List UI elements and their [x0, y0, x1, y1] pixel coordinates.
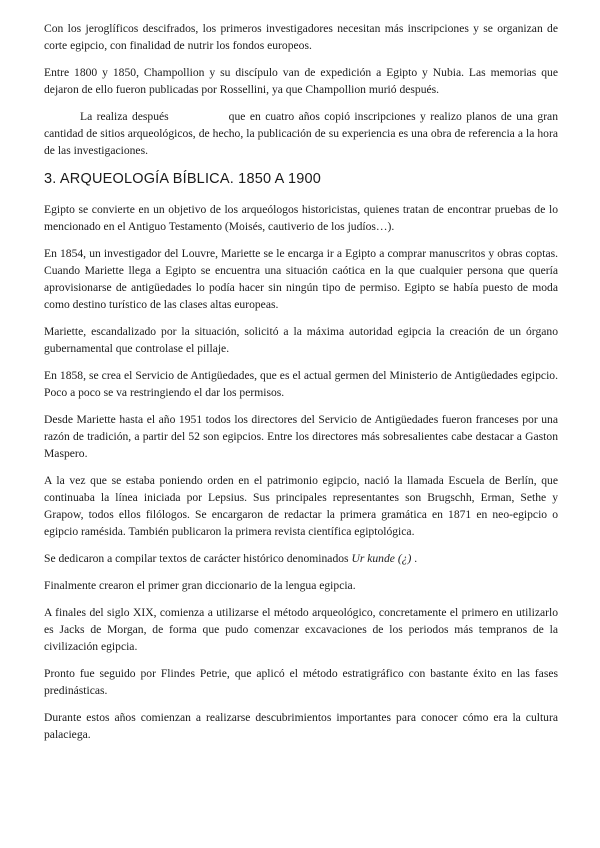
paragraph-realiza-rest: que en cuatro años copió inscripciones y realizo planos de una gran cantidad de sitios arqueológicos, de hecho, la publicación de su experiencia es una obra de referencia a la hora de las investigaciones.: [44, 110, 558, 157]
paragraph-champollion: Entre 1800 y 1850, Champollion y su discípulo van de expedición a Egipto y Nubia. Las memorias que dejaron de ello fueron publicadas por Rossellini, ya que Champollion murió después.: [44, 66, 558, 96]
paragraph-diccionario: Finalmente crearon el primer gran diccionario de la lengua egipcia.: [44, 579, 356, 592]
paragraph-escuela-berlin: A la vez que se estaba poniendo orden en el patrimonio egipcio, nació la llamada Escuela de Berlín, que continuaba la línea iniciada por Lepsius. Sus principales representantes son Brugschh, Erman, Sethe y Grapow, todos ellos filólogos. Se encargaron de redactar la primera gramática en 1871 en neo-egipcio o egipcio ramésida. También publicaron la primera revista científica egiptológica.: [44, 474, 558, 538]
paragraph-metodo-arqueologico: A finales del siglo XIX, comienza a utilizarse el método arqueológico, concretamente el primero en utilizarlo es Jacks de Morgan, de forma que pudo comenzar excavaciones de los periodos más tempranos de la civilización egipcia.: [44, 606, 558, 653]
paragraph-servicio-1858: En 1858, se crea el Servicio de Antigüedades, que es el actual germen del Ministerio de Antigüedades egipcio. Poco a poco se va restringiendo el dar los permisos.: [44, 369, 558, 399]
paragraph-compilar-italic: Ur kunde (¿): [351, 552, 412, 565]
paragraph-directores: Desde Mariette hasta el año 1951 todos los directores del Servicio de Antigüedades fueron franceses por una razón de tradición, a partir del 52 son egipcios. Entre los directores más sobresalientes cabe destacar a Gaston Maspero.: [44, 413, 558, 460]
paragraph-jeroglificos: Con los jeroglíficos descifrados, los primeros investigadores necesitan más inscripciones y se organizan de corte egipcio, con finalidad de nutrir los fondos europeos.: [44, 22, 558, 52]
paragraph-realiza-start: La realiza después: [80, 110, 169, 123]
paragraph-realiza: [44, 108, 558, 159]
paragraph-petrie: Pronto fue seguido por Flindes Petrie, que aplicó el método estratigráfico con bastante éxito en las fases predinásticas.: [44, 667, 558, 697]
paragraph-historicistas: Egipto se convierte en un objetivo de los arqueólogos historicistas, quienes tratan de encontrar pruebas de lo mencionado en el Antiguo Testamento (Moisés, cautiverio de los judíos…).: [44, 203, 558, 233]
paragraph-mariette-escandalizado: Mariette, escandalizado por la situación, solicitó a la máxima autoridad egipcia la creación de un órgano gubernamental que controlase el pillaje.: [44, 325, 558, 355]
paragraph-compilar: [44, 550, 558, 567]
document-page: [44, 20, 558, 753]
paragraph-cultura-palaciega: Durante estos años comienzan a realizarse descubrimientos importantes para conocer cómo era la cultura palaciega.: [44, 711, 558, 741]
paragraph-compilar-end: .: [411, 552, 418, 565]
paragraph-mariette-1854: En 1854, un investigador del Louvre, Mariette se le encarga ir a Egipto a comprar manuscritos y obras coptas. Cuando Mariette llega a Egipto se encuentra una situación caótica en la que cualquier persona que quería aprovisionarse de antigüedades lo podía hacer sin ningún tipo de permiso. Egipto se había puesto de moda como destino turístico de las clases altas europeas.: [44, 247, 558, 311]
paragraph-compilar-start: Se dedicaron a compilar textos de carácter histórico denominados: [44, 552, 352, 565]
section-heading: 3. ARQUEOLOGÍA BÍBLICA. 1850 A 1900: [44, 171, 322, 187]
